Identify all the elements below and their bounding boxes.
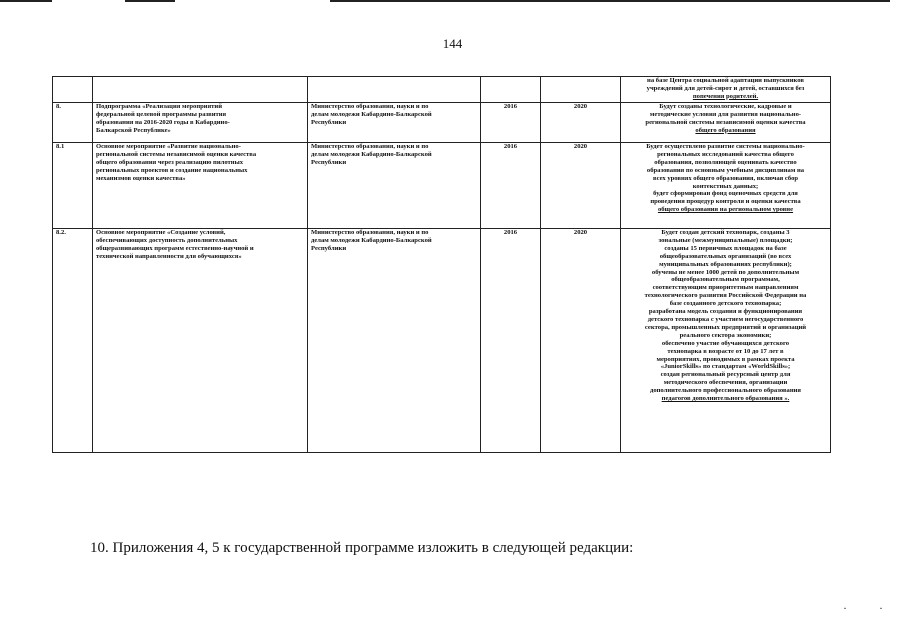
executor-cell-line: делам молодежи Кабардино-Балкарской xyxy=(311,110,432,118)
activity-name-cell-line: механизмов оценки качества» xyxy=(96,174,186,182)
result-cell-line: реального сектора экономики; xyxy=(679,331,772,339)
activity-name-cell-line: технической направленности для обучающихся» xyxy=(96,252,242,260)
activity-name-cell-line: Подпрограмма «Реализация мероприятий xyxy=(96,103,223,110)
result-cell-line: соответствующим приоритетным направлениям xyxy=(652,284,799,292)
result-cell-line: общего образования на региональном уровне xyxy=(657,206,794,214)
table-row xyxy=(53,143,831,229)
page-number: 144 xyxy=(442,36,463,51)
activity-name-cell-line: общеразвивающих программ естественно-научной и xyxy=(96,244,254,252)
activity-name-cell xyxy=(93,77,308,103)
executor-cell-line: Министерство образования, науки и по xyxy=(311,229,429,236)
result-cell-line: технологического развития Российской Федерации на xyxy=(644,292,807,300)
result-cell-line: учреждений для детей-сирот и детей, оставшихся без xyxy=(646,84,805,92)
result-cell xyxy=(621,103,831,143)
executor-cell xyxy=(308,143,481,229)
table-row xyxy=(53,77,831,103)
result-cell xyxy=(621,143,831,229)
executor-cell-line: Министерство образования, науки и по xyxy=(311,143,429,150)
activity-name-cell xyxy=(93,143,308,229)
end-year-cell: 2020 xyxy=(541,143,621,229)
result-cell-line: созданы 15 первичных площадок на базе xyxy=(664,244,787,252)
activity-name-cell-line: региональных проектов и создание национальных xyxy=(96,166,248,174)
activity-name-cell xyxy=(93,103,308,143)
footer-mark: . xyxy=(844,602,846,611)
table-row xyxy=(53,103,831,143)
activity-name-cell-line: Балкарской Республике» xyxy=(96,126,171,134)
start-year-cell: 2016 xyxy=(481,103,541,143)
result-cell-line: детского технопарка с участием негосударственного xyxy=(647,315,804,323)
table-row xyxy=(53,229,831,453)
result-cell-line: общего образования xyxy=(695,126,756,134)
header-rule-left xyxy=(0,0,52,2)
result-cell-line: «JuniorSkills» по стандартам «WorldSkills»; xyxy=(660,363,791,371)
result-cell-line: региональных исследований качества общего xyxy=(657,150,794,158)
executor-cell-line: делам молодежи Кабардино-Балкарской xyxy=(311,236,432,244)
result-cell-line: педагогов дополнительного образования ». xyxy=(661,395,790,403)
header-rule-mid xyxy=(125,0,175,2)
executor-cell-line: Республики xyxy=(311,118,347,126)
result-cell-line: методического обеспечения, организации xyxy=(663,379,788,387)
result-cell-line: образования, позволяющей оценивать качество xyxy=(654,158,797,166)
result-cell-line: общеобразовательных организаций (во всех xyxy=(659,252,792,260)
result-cell-line: Будет создан детский технопарк, созданы 3 xyxy=(661,229,790,236)
result-cell-line: разработана модель создания и функционирования xyxy=(648,308,803,316)
result-cell-line: будет сформирован фонд оценочных средств для xyxy=(653,190,798,198)
row-number-cell xyxy=(53,77,93,103)
result-cell-line: технопарка в возрасте от 10 до 17 лет в xyxy=(667,347,784,355)
row-number-cell: 8.1 xyxy=(53,143,93,229)
result-cell-line: базе созданного детского технопарка; xyxy=(669,300,782,308)
result-cell-line: обеспечено участие обучающихся детского xyxy=(661,339,790,347)
header-rule-right xyxy=(330,0,890,2)
result-cell xyxy=(621,77,831,103)
closing-paragraph: 10. Приложения 4, 5 к государственной программе изложить в следующей редакции: xyxy=(90,540,634,556)
footer-mark: . xyxy=(880,602,882,611)
activity-name-cell-line: региональной системы независимой оценки качества xyxy=(96,150,257,158)
result-cell-line: попечения родителей. xyxy=(692,92,759,100)
result-cell-line: зональные (межмуниципальные) площадки; xyxy=(658,236,793,244)
executor-cell-line: делам молодежи Кабардино-Балкарской xyxy=(311,150,432,158)
result-cell-line: проведения процедур контроля и оценки качества xyxy=(650,198,801,206)
start-year-cell: 2016 xyxy=(481,143,541,229)
executor-cell xyxy=(308,103,481,143)
activity-name-cell-line: образования на 2016-2020 годы в Кабардино- xyxy=(96,118,230,126)
start-year-cell xyxy=(481,77,541,103)
result-cell-line: на базе Центра социальной адаптации выпускников xyxy=(647,77,804,84)
result-cell-line: общеобразовательным программам, xyxy=(671,276,780,284)
result-cell-line: мероприятиях, проводимых в рамках проекта xyxy=(656,355,795,363)
result-cell-line: методические условия для развития национально- xyxy=(649,110,802,118)
result-cell-line: всех уровнях общего образования, включая сбор xyxy=(652,174,799,182)
activity-name-cell-line: общего образования через реализацию пилотных xyxy=(96,158,244,166)
activity-name-cell-line: федеральной целевой программы развития xyxy=(96,110,227,118)
activity-name-cell-line: Основное мероприятие «Развитие национально- xyxy=(96,143,241,150)
program-table xyxy=(52,76,831,453)
executor-cell-line: Министерство образования, науки и по xyxy=(311,103,429,110)
activity-name-cell-line: Основное мероприятие «Создание условий, xyxy=(96,229,226,236)
executor-cell-line: Республики xyxy=(311,158,347,166)
result-cell-line: дополнительного профессионального образования xyxy=(650,387,801,395)
end-year-cell: 2020 xyxy=(541,103,621,143)
executor-cell-line: Республики xyxy=(311,244,347,252)
activity-name-cell xyxy=(93,229,308,453)
end-year-cell: 2020 xyxy=(541,229,621,453)
executor-cell xyxy=(308,229,481,453)
result-cell-line: обучены не менее 1000 детей по дополнительным xyxy=(651,268,800,276)
result-cell-line: контекстных данных; xyxy=(692,182,759,190)
result-cell-line: создан региональный ресурсный центр для xyxy=(660,371,791,379)
executor-cell xyxy=(308,77,481,103)
result-cell-line: региональной системы независимой оценки качества xyxy=(645,118,806,126)
result-cell-line: Будет осуществлено развитие системы национально- xyxy=(646,143,805,150)
result-cell-line: муниципальных образованиях республики); xyxy=(659,260,792,268)
start-year-cell: 2016 xyxy=(481,229,541,453)
result-cell-line: образования по основным учебным дисциплинам на xyxy=(646,166,805,174)
row-number-cell: 8. xyxy=(53,103,93,143)
result-cell xyxy=(621,229,831,453)
result-cell-line: Будут созданы технологические, кадровые и xyxy=(659,103,792,110)
row-number-cell: 8.2. xyxy=(53,229,93,453)
activity-name-cell-line: обеспечивающих доступность дополнительных xyxy=(96,236,238,244)
end-year-cell xyxy=(541,77,621,103)
result-cell-line: сектора, промышленных предприятий и организаций xyxy=(644,323,807,331)
